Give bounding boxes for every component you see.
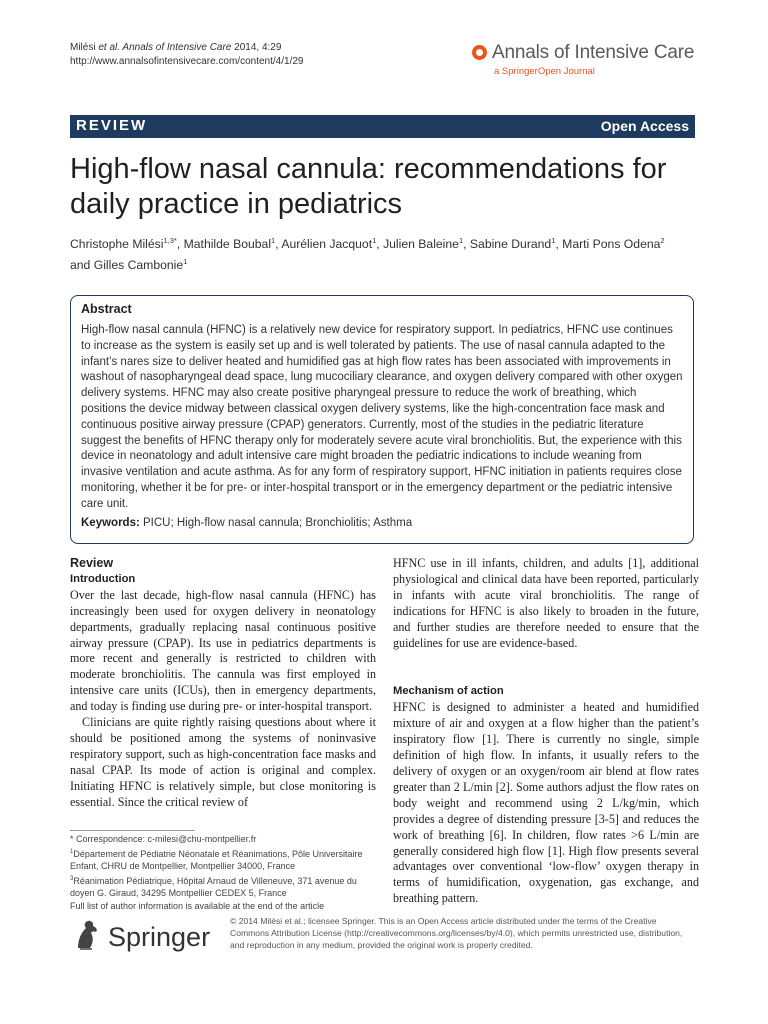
article-type-banner bbox=[70, 115, 695, 138]
footnotes bbox=[70, 833, 376, 912]
author[interactable]: Julien Baleine$^1$ bbox=[383, 236, 464, 252]
license-text: © 2014 Milési et al.; licensee Springer. This is an Open Access article distributed under the terms of the Creative Commons Attribution License (http://creativecommons.org/licenses/by/4.0), which permits unrestricted use, distribution, and reproduction in any medium, provided the original work is properly credited. bbox=[230, 916, 683, 950]
article-type: REVIEW bbox=[76, 117, 148, 134]
keywords bbox=[81, 517, 412, 529]
correspondence[interactable]: * Correspondence: c-milesi@chu-montpellier.fr bbox=[70, 834, 257, 844]
paragraph: HFNC use in ill infants, children, and adults [1], additional physiological and clinical data have been reported, particularly in infants with acute viral bronchiolitis. The range of indications for HFNC is also likely to broaden in the future, and further studies are therefore needed to ensure that the guidelines for use are evidence-based. bbox=[393, 556, 699, 650]
article-title: High-flow nasal cannula: recommendations for daily practice in pediatrics bbox=[70, 153, 667, 220]
abstract-text: High-flow nasal cannula (HFNC) is a relatively new device for respiratory support. In pediatrics, HFNC use continues to increase as the system is easily set up and is well tolerated by patients. The use of nasal cannula adapted to the infant’s nares size to deliver heated and humidified gas at high flow rates has been associated with improvements in washout of nasopharyngeal dead space, lung mucociliary clearance, and oxygen delivery compared with other oxygen delivery systems. HFNC may also create positive pharyngeal pressure to reduce the work of breathing, which positions the device midway between classical oxygen delivery systems, like the high-concentration face mask and continuous positive airway pressure (CPAP) generators. Currently, most of the studies in the pediatric literature suggest the benefits of HFNC therapy only for moderately severe acute viral bronchiolitis. But, the experience with this device in neonatology and adult intensive care might broaden the pediatric indications to include weaning from invasive ventilation and acute asthma. As for any form of respiratory support, HFNC initiation in patients requires close monitoring, whether it be for pre- or inter-hospital transport or in the emergency department or the pediatric intensive care unit. bbox=[81, 324, 683, 510]
affiliation: $^3$Réanimation Pédiatrique, Hôpital Arnaud de Villeneuve, 371 avenue du doyen G. Giraud, 34295 Montpellier CEDEX 5, France bbox=[70, 875, 357, 898]
author-list: Christophe Milési$^{1,3*}$, Mathilde Boubal$^1$, Aurélien Jacquot$^1$, Julien Baleine$^1$, Sabine Durand$^1$, Marti Pons Odena$^2$ and Gilles Cambonie$^1$ bbox=[70, 236, 665, 273]
section-heading-mechanism: Mechanism of action bbox=[393, 685, 504, 698]
journal-name: Annals of Intensive Care bbox=[492, 42, 695, 63]
author[interactable]: Gilles Cambonie$^1$ bbox=[93, 257, 188, 273]
citation: Milési et al. Annals of Intensive Care 2014, 4:29 http://www.annalsofintensivecare.com/content/4/1/29 bbox=[70, 42, 304, 67]
paragraph: Over the last decade, high-flow nasal cannula (HFNC) has increasingly been used for oxygen delivery in neonatology departments, gradually replacing nasal continuous positive airway pressure (CPAP). Its use in pediatrics departments is more recent and generally is restricted to children with moderate bronchiolitis. The cannula was first employed in intensive care units (ICUs), then in emergency departments, and today is finding use during pre- or inter-hospital transport. bbox=[70, 587, 376, 714]
author[interactable]: Aurélien Jacquot$^1$ bbox=[281, 236, 377, 252]
author[interactable]: Marti Pons Odena$^2$ bbox=[562, 236, 665, 252]
open-access-badge: Open Access bbox=[600, 118, 689, 134]
keywords-label: Keywords: bbox=[81, 517, 140, 529]
author[interactable]: Mathilde Boubal$^1$ bbox=[183, 236, 276, 252]
abstract-box bbox=[70, 295, 694, 544]
author[interactable]: Christophe Milési$^{1,3*}$ bbox=[70, 236, 177, 252]
right-column bbox=[393, 556, 699, 907]
full-author-info-note: Full list of author information is available at the end of the article bbox=[70, 900, 325, 911]
affiliation: $^1$Département de Pédiatrie Néonatale et Réanimations, Pôle Universitaire Enfant, CHRU de Montpellier, Montpellier 34000, France bbox=[70, 848, 363, 871]
springer-logo: Springer bbox=[108, 922, 211, 952]
paragraph: HFNC is designed to administer a heated and humidified mixture of air and oxygen at a flow higher than the patient’s inspiratory flow [1]. There is currently no single, simple definition of high flow. In infants, it usually refers to the delivery of oxygen or an oxygen/room air blend at flow rates greater than 2 L/min [2]. Some authors adjust the flow rates on body weight and recommend using 2 L/kg/min, which provides a degree of distending pressure [3-5] and reduces the work of breathing [6]. In children, flow rates >6 L/min are generally considered high flow [1]. High flow presents several advantages over conventional ‘low-flow’ oxygen therapy in terms of humidification, oxygenation, gas exchange, and breathing pattern. bbox=[393, 700, 699, 906]
section-heading-introduction: Introduction bbox=[70, 572, 136, 585]
paragraph: Clinicians are quite rightly raising questions about where it should be positioned among the systems of noninvasive respiratory support, such as high-concentration face masks and nasal CPAP. Its mode of action is original and complex. Initiating HFNC is relatively simple, but close monitoring is essential. Since the critical review of bbox=[70, 715, 376, 809]
author[interactable]: Sabine Durand$^1$ bbox=[469, 236, 556, 252]
keywords-list: PICU; High-flow nasal cannula; Bronchiolitis; Asthma bbox=[139, 517, 413, 529]
footnote-divider bbox=[70, 830, 195, 831]
section-heading-review: Review bbox=[70, 556, 114, 570]
journal-subtitle: a SpringerOpen Journal bbox=[494, 66, 595, 77]
left-column bbox=[70, 556, 376, 811]
journal-logo-icon bbox=[472, 45, 487, 60]
article-url[interactable]: http://www.annalsofintensivecare.com/content/4/1/29 bbox=[70, 56, 304, 67]
springer-horse-icon bbox=[72, 918, 102, 952]
abstract-heading: Abstract bbox=[81, 302, 132, 316]
